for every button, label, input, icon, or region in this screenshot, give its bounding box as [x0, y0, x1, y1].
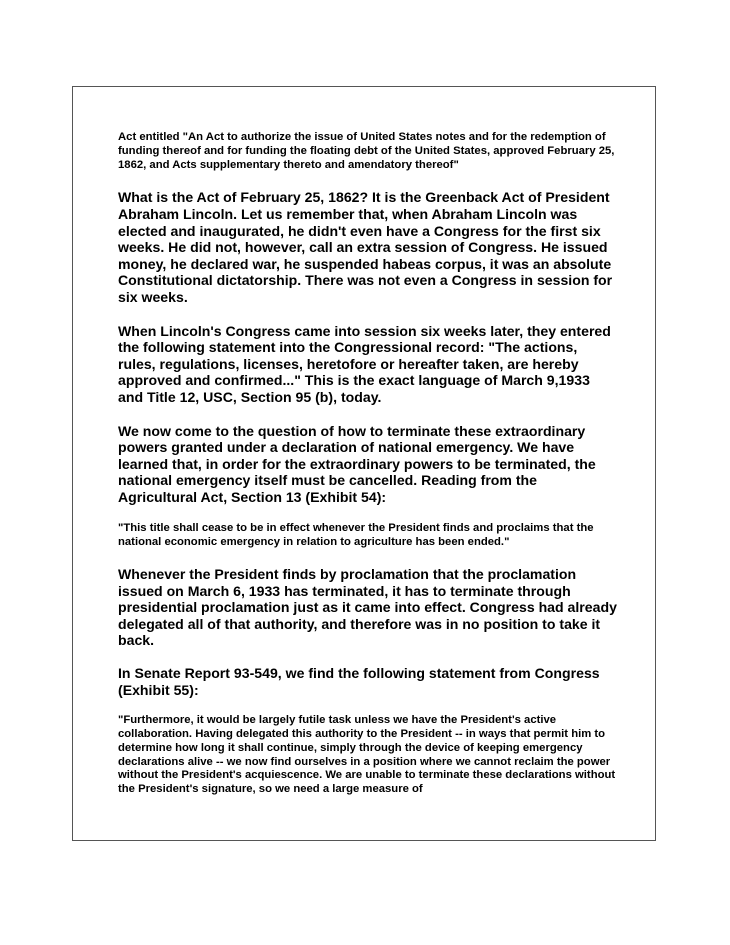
paragraph-congressional-record: When Lincoln's Congress came into session six weeks later, they entered the following statement into the Congressional record: "The actions, rules, regulations, licenses, heretofore or hereafter taken, are hereby approved and confirmed..." This is the exact language of March 9,1933 and Title 12, USC, Section 95 (b), today. — [118, 322, 611, 405]
paragraph-greenback-act: What is the Act of February 25, 1862? It is the Greenback Act of President Abraham Lincoln. Let us remember that, when Abraham Lincoln was elected and inaugurated, he didn't even have a Congress for the first six weeks. He did not, however, call an extra session of Congress. He issued money, he declared war, he suspended habeas corpus, it was an absolute Constitutional dictatorship. There was not even a Congress in session for six weeks. — [118, 189, 613, 305]
agricultural-act-quote: "This title shall cease to be in effect whenever the President finds and proclaims that the national economic emergency in relation to agriculture has been ended." — [118, 522, 594, 549]
act-title-quote: Act entitled "An Act to authorize the issue of United States notes and for the redemption of funding thereof and for funding the floating debt of the United States, approved February 25, 1862, and Acts supplementary thereto and amendatory thereof" — [118, 131, 615, 171]
paragraph-senate-report: In Senate Report 93-549, we find the following statement from Congress (Exhibit 55): — [118, 665, 600, 698]
paragraph-terminate-powers: We now come to the question of how to terminate these extraordinary powers granted under a declaration of national emergency. We have learned that, in order for the extraordinary powers to be terminated, the national emergency itself must be cancelled. Reading from the Agricultural Act, Section 13 (Exhibit 54): — [118, 422, 596, 505]
senate-report-quote: "Furthermore, it would be largely futile task unless we have the President's active collaboration. Having delegated this authority to the President -- in ways that permit him to determine how long it shall continue, simply through the device of keeping emergency declarations alive -- we now find ourselves in a position where we cannot reclaim the power without the President's acquiescence. We are unable to terminate these declarations without the President's signature, so we need a large measure of — [118, 714, 616, 796]
paragraph-presidential-proclamation: Whenever the President finds by proclamation that the proclamation issued on March 6, 1933 has terminated, it has to terminate through presidential proclamation just as it came into effect. Congress had already delegated all of that authority, and therefore was in no position to take it back. — [118, 566, 617, 649]
document-body — [118, 131, 618, 797]
